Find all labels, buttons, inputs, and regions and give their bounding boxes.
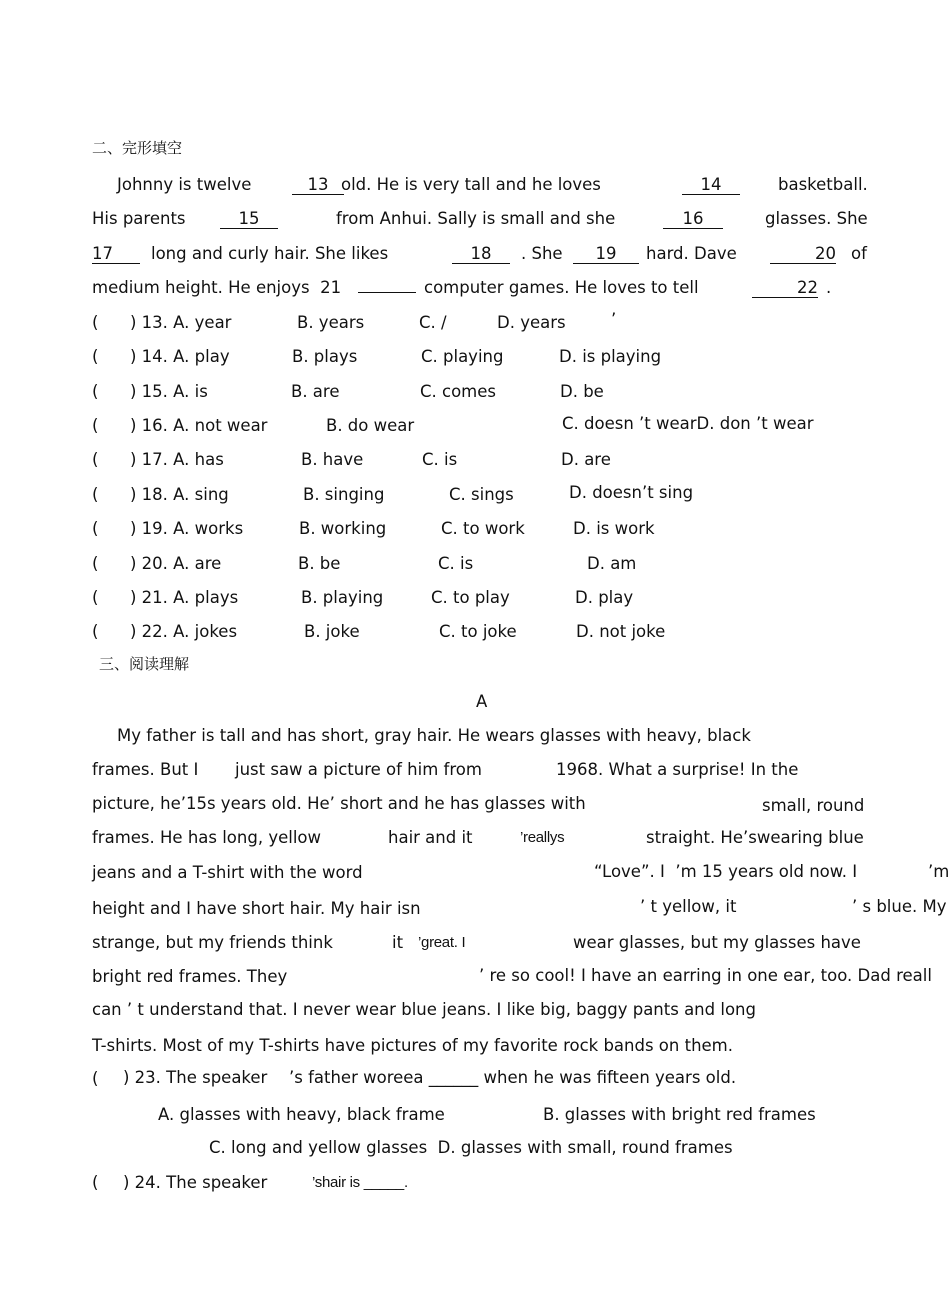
section-title-reading: 三、阅读理解 <box>99 655 190 673</box>
option-d[interactable]: D. are <box>561 450 611 469</box>
answer-bracket[interactable]: ( <box>92 1069 99 1088</box>
cloze-text: computer games. He loves to tell <box>424 278 699 297</box>
answer-bracket[interactable]: ( <box>92 416 99 435</box>
option-d[interactable]: D. not joke <box>576 622 666 641</box>
option-d[interactable]: D. am <box>587 554 637 573</box>
answer-bracket[interactable]: ( <box>92 450 99 469</box>
option-a[interactable]: ) 19. A. works <box>130 519 244 538</box>
passage-line: My father is tall and has short, gray hair. He wears glasses with heavy, black <box>117 726 751 745</box>
passage-line: 1968. What a surprise! In the <box>556 760 799 779</box>
passage-label: A <box>476 692 488 711</box>
answer-bracket[interactable]: ( <box>92 485 99 504</box>
cloze-text: . <box>826 278 832 297</box>
answer-bracket[interactable]: ( <box>92 554 99 573</box>
passage-line: it <box>392 933 404 952</box>
cloze-text: glasses. She <box>765 209 868 228</box>
section-title-cloze: 二、完形填空 <box>92 139 183 157</box>
answer-bracket[interactable]: ( <box>92 588 99 607</box>
cloze-text: of <box>851 244 867 263</box>
passage-line: strange, but my friends think <box>92 933 333 952</box>
passage-line: frames. He has long, yellow <box>92 828 322 847</box>
passage-line: ’ t yellow, it <box>640 897 737 916</box>
passage-line: hair and it <box>388 828 473 847</box>
option-d[interactable]: D. doesn’t sing <box>569 483 694 502</box>
option-a[interactable]: ) 16. A. not wear <box>130 416 268 435</box>
passage-line: jeans and a T-shirt with the word <box>92 863 363 882</box>
cloze-text: His parents <box>92 209 186 228</box>
passage-line: ’great. I <box>418 934 466 951</box>
cloze-text: from Anhui. Sally is small and she <box>336 209 616 228</box>
passage-line: just saw a picture of him from <box>235 760 482 779</box>
option-b[interactable]: B. be <box>298 554 341 573</box>
passage-line: ’ s blue. My <box>852 897 947 916</box>
option-a[interactable]: ) 20. A. are <box>130 554 222 573</box>
option-b[interactable]: B. singing <box>303 485 385 504</box>
blank-18[interactable]: 18 <box>452 245 510 264</box>
answer-bracket[interactable]: ( <box>92 382 99 401</box>
answer-bracket[interactable]: ( <box>92 313 99 332</box>
option-c[interactable]: C. / <box>419 313 447 332</box>
cloze-text: old. He is very tall and he loves <box>341 175 601 194</box>
blank-22[interactable]: 22 <box>752 279 818 298</box>
option-a[interactable]: ) 17. A. has <box>130 450 224 469</box>
option-d[interactable]: D. is playing <box>559 347 662 366</box>
option-a[interactable]: ) 15. A. is <box>130 382 208 401</box>
option-a[interactable]: ) 14. A. play <box>130 347 230 366</box>
option-d[interactable]: D. be <box>560 382 604 401</box>
option-a[interactable]: ) 21. A. plays <box>130 588 239 607</box>
passage-line: “Love”. I ’m 15 years old now. I <box>594 862 858 881</box>
option-c[interactable]: C. comes <box>420 382 496 401</box>
blank-14[interactable]: 14 <box>682 176 740 195</box>
option-cd[interactable]: C. long and yellow glasses D. glasses with small, round frames <box>209 1138 733 1157</box>
passage-line: small, round <box>762 796 865 815</box>
option-a[interactable]: ) 22. A. jokes <box>130 622 238 641</box>
option-cd[interactable]: C. doesn ’t wearD. don ’t wear <box>562 414 814 433</box>
question-stem: ’s father woreea ______ when he was fifteen years old. <box>289 1068 737 1087</box>
passage-line: T-shirts. Most of my T-shirts have pictures of my favorite rock bands on them. <box>92 1036 734 1055</box>
option-a[interactable]: ) 13. A. year <box>130 313 232 332</box>
option-b[interactable]: B. plays <box>292 347 358 366</box>
option-a[interactable]: A. glasses with heavy, black frame <box>158 1105 445 1124</box>
option-b[interactable]: B. glasses with bright red frames <box>543 1105 816 1124</box>
answer-bracket[interactable]: ( <box>92 347 99 366</box>
blank-20[interactable]: 20 <box>770 245 836 264</box>
blank-16[interactable]: 16 <box>663 210 723 229</box>
cloze-text: long and curly hair. She likes <box>151 244 389 263</box>
option-b[interactable]: B. years <box>297 313 365 332</box>
passage-line: ’reallys <box>520 829 565 846</box>
option-b[interactable]: B. are <box>291 382 340 401</box>
option-a[interactable]: ) 18. A. sing <box>130 485 229 504</box>
option-c[interactable]: C. is <box>438 554 474 573</box>
blank-13[interactable]: 13 <box>292 176 344 195</box>
answer-bracket[interactable]: ( <box>92 622 99 641</box>
blank-21[interactable] <box>358 292 416 293</box>
passage-line: ’ re so cool! I have an earring in one ear, too. Dad reall <box>479 966 932 985</box>
passage-line: can ’ t understand that. I never wear blue jeans. I like big, baggy pants and long <box>92 1000 756 1019</box>
passage-line: ’m <box>928 862 950 881</box>
cloze-text: . She <box>521 244 563 263</box>
passage-line: picture, he’15s years old. He’ short and he has glasses with <box>92 794 586 813</box>
answer-bracket[interactable]: ( <box>92 1173 99 1192</box>
option-d[interactable]: D. years <box>497 313 566 332</box>
stray-mark: ’ <box>611 310 617 329</box>
passage-line: height and I have short hair. My hair isn <box>92 899 421 918</box>
option-b[interactable]: B. joke <box>304 622 360 641</box>
question-stem: ’shair is _____. <box>312 1174 408 1191</box>
option-d[interactable]: D. is work <box>573 519 655 538</box>
option-c[interactable]: C. is <box>422 450 458 469</box>
option-b[interactable]: B. have <box>301 450 364 469</box>
passage-line: wear glasses, but my glasses have <box>573 933 861 952</box>
cloze-text: basketball. <box>778 175 868 194</box>
option-c[interactable]: C. to joke <box>439 622 517 641</box>
answer-bracket[interactable]: ( <box>92 519 99 538</box>
cloze-text: hard. Dave <box>646 244 737 263</box>
option-b[interactable]: B. working <box>299 519 387 538</box>
blank-19[interactable]: 19 <box>573 245 639 264</box>
option-c[interactable]: C. to work <box>441 519 525 538</box>
question-stem: ) 23. The speaker <box>123 1068 268 1087</box>
passage-line: bright red frames. They <box>92 967 288 986</box>
blank-15[interactable]: 15 <box>220 210 278 229</box>
option-b[interactable]: B. playing <box>301 588 384 607</box>
option-c[interactable]: C. playing <box>421 347 504 366</box>
question-stem: ) 24. The speaker <box>123 1173 268 1192</box>
passage-line: frames. But I <box>92 760 199 779</box>
option-c[interactable]: C. sings <box>449 485 514 504</box>
option-c[interactable]: C. to play <box>431 588 510 607</box>
option-d[interactable]: D. play <box>575 588 634 607</box>
option-b[interactable]: B. do wear <box>326 416 415 435</box>
cloze-text: Johnny is twelve <box>117 175 252 194</box>
blank-17[interactable]: 17 <box>92 245 140 264</box>
cloze-text: medium height. He enjoys 21 <box>92 278 342 297</box>
passage-line: straight. He’swearing blue <box>646 828 864 847</box>
